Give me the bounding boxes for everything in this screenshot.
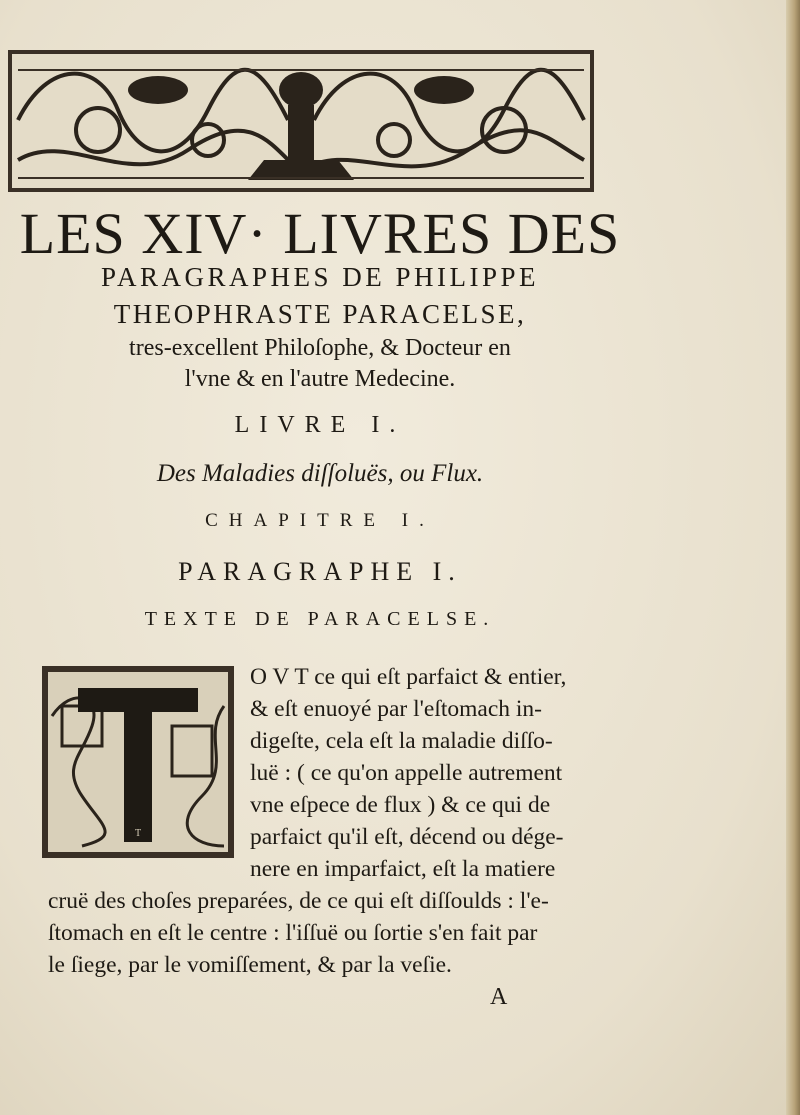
page-edge bbox=[786, 0, 800, 1115]
body-line-6: parfaict qu'il eſt, décend ou dége- bbox=[250, 824, 564, 850]
body-line-3: digeſte, cela eſt la maladie diſſo- bbox=[250, 728, 553, 754]
decorated-initial-letter bbox=[42, 666, 234, 858]
paragraphe-heading: PARAGRAPHE I. bbox=[178, 557, 462, 586]
body-line-7: nere en imparfaict, eſt la matiere bbox=[250, 856, 556, 882]
subtitle-line-3: tres-excellent Philoſophe, & Docteur en bbox=[129, 335, 511, 361]
body-line-1: O V T ce qui eſt parfaict & entier, bbox=[250, 664, 567, 690]
catchword: A bbox=[490, 984, 508, 1010]
section-title: Des Maladies diſſoluës, ou Flux. bbox=[156, 460, 484, 487]
texte-heading: TEXTE DE PARACELSE. bbox=[144, 608, 496, 630]
body-line-4: luë : ( ce qu'on appelle autrement bbox=[250, 760, 563, 786]
body-line-8: cruë des choſes preparées, de ce qui eſt diſſoulds : l'e- bbox=[48, 888, 549, 914]
ornamental-headpiece bbox=[8, 50, 594, 192]
book-title: LES XIV· LIVRES DES bbox=[19, 201, 621, 266]
subtitle-line-1: PARAGRAPHES DE PHILIPPE bbox=[100, 262, 540, 292]
subtitle-line-4: l'vne & en l'autre Medecine. bbox=[184, 366, 456, 392]
body-line-5: vne eſpece de flux ) & ce qui de bbox=[250, 792, 551, 818]
svg-text:T: T bbox=[134, 828, 142, 839]
livre-heading: LIVRE I. bbox=[234, 412, 406, 438]
body-line-10: le ſiege, par le vomiſſement, & par la veſie. bbox=[48, 952, 452, 978]
subtitle-line-2: THEOPHRASTE PARACELSE, bbox=[113, 299, 527, 329]
chapitre-heading: CHAPITRE I. bbox=[205, 510, 435, 531]
body-line-9: ſtomach en eſt le centre : l'iſſuë ou ſortie s'en fait par bbox=[48, 920, 538, 946]
body-line-2: & eſt enuoyé par l'eſtomach in- bbox=[250, 696, 543, 722]
